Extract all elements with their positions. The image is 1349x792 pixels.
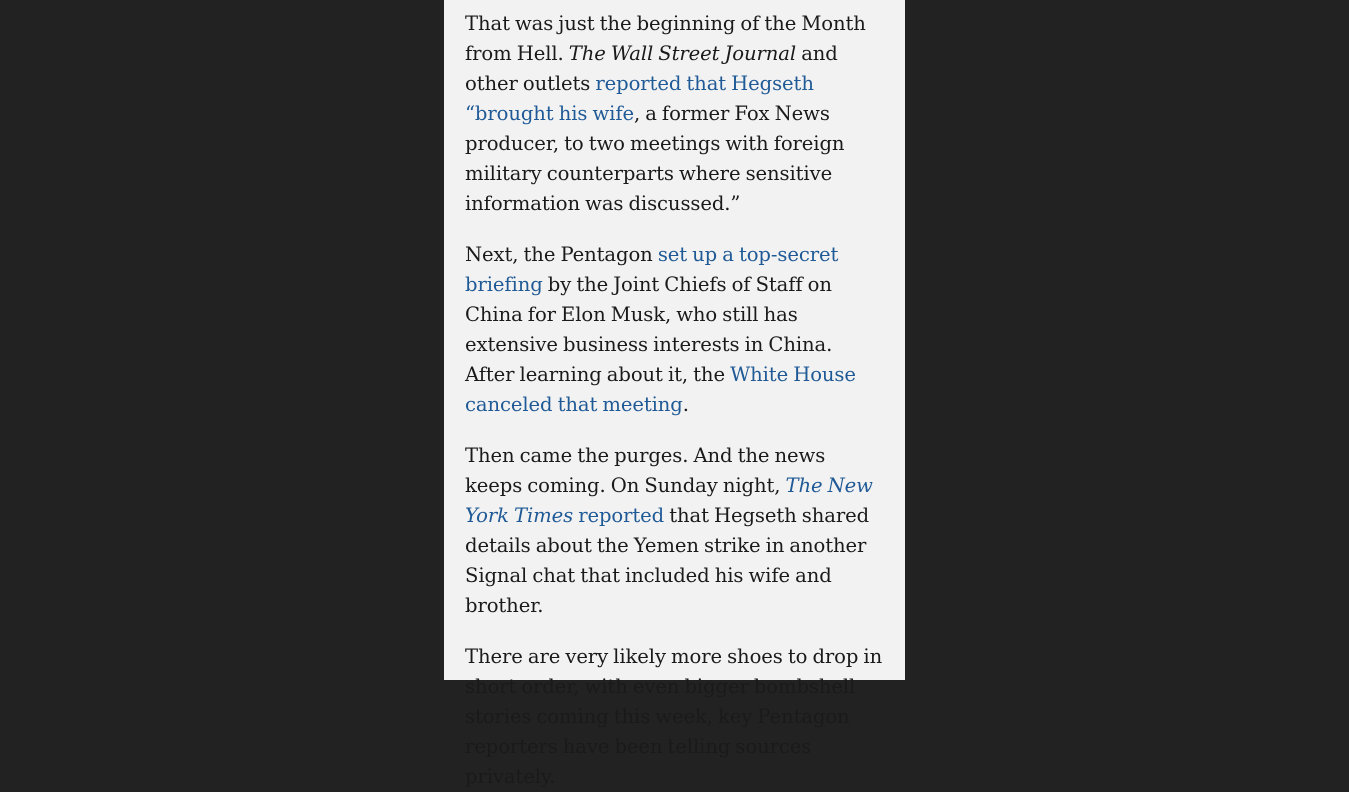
- paragraph-text: and other outlets: [465, 42, 838, 95]
- paragraph-3: [465, 441, 885, 621]
- paragraph-text: , a former Fox News producer, to two meetings with foreign military counterparts where sensitive information was discussed.”: [465, 102, 845, 215]
- paragraph-text: There are very likely more shoes to drop in short order, with even bigger bombshell stories coming this week, key Pentagon reporters have been telling sources privately.: [465, 645, 883, 788]
- paragraph-1: [465, 9, 885, 219]
- paragraph-text: that Hegseth shared details about the Yemen strike in another Signal chat that included his wife and brother.: [465, 504, 870, 617]
- paragraph-text: Next, the Pentagon: [465, 243, 658, 266]
- link-hegseth-brought-wife[interactable]: reported that Hegseth “brought his wife: [465, 72, 814, 125]
- paragraph-text: by the Joint Chiefs of Staff on China for Elon Musk, who still has extensive business interests in China. After learning about it, the: [465, 273, 833, 386]
- publication-name-wsj: The Wall Street Journal: [568, 42, 797, 65]
- paragraph-text: .: [682, 393, 689, 416]
- link-reported-text: reported: [573, 504, 665, 527]
- link-top-secret-briefing[interactable]: set up a top-secret briefing: [465, 243, 839, 296]
- paragraph-text: Then came the purges. And the news keeps coming. On Sunday night,: [465, 444, 826, 497]
- paragraph-text: That was just the beginning of the Month from Hell.: [465, 12, 866, 65]
- link-nyt-name: The New York Times: [465, 474, 873, 527]
- article-body: [444, 0, 905, 788]
- paragraph-2: [465, 240, 885, 420]
- link-white-house-canceled[interactable]: White House canceled that meeting: [465, 363, 856, 416]
- paragraph-4: [465, 642, 885, 792]
